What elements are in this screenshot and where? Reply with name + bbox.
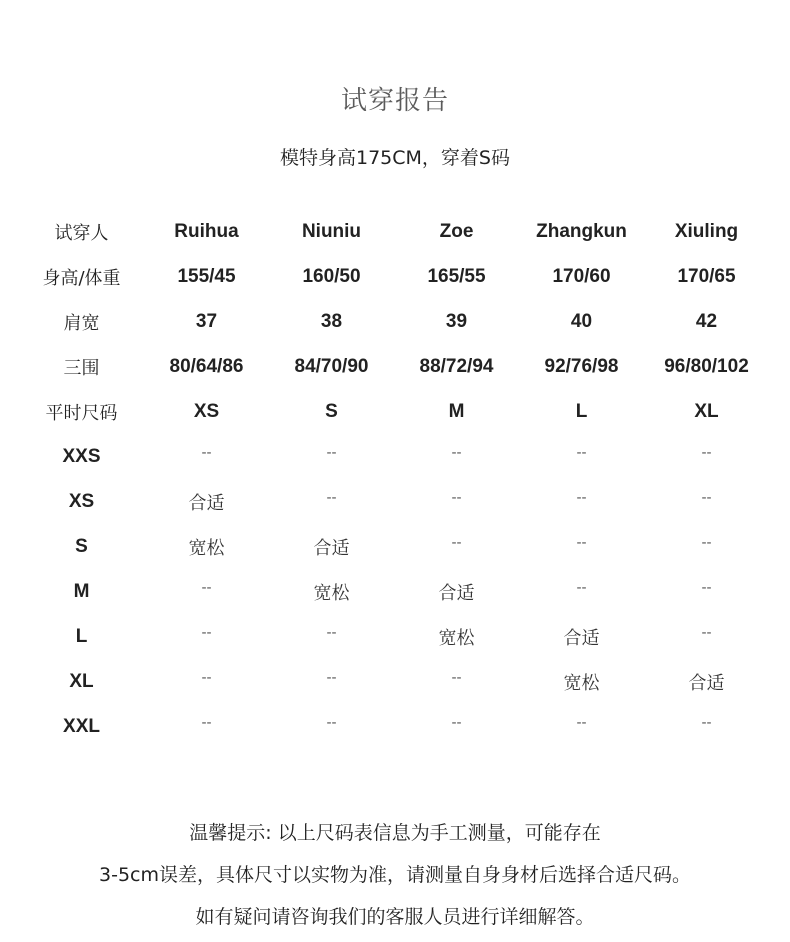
row-label: XXS bbox=[62, 445, 101, 467]
fit-cell: -- bbox=[576, 714, 587, 731]
row-label: 平时尺码 bbox=[45, 402, 118, 424]
header-label: 试穿人 bbox=[54, 222, 109, 244]
fit-cell: -- bbox=[451, 444, 462, 461]
page-title: 试穿报告 bbox=[340, 86, 449, 116]
measure-cell: 38 bbox=[320, 310, 343, 332]
fit-cell: -- bbox=[201, 444, 212, 461]
measure-cell: 96/80/102 bbox=[664, 355, 749, 377]
fit-cell: 合适 bbox=[438, 582, 475, 604]
fit-cell: -- bbox=[701, 444, 712, 461]
measure-cell: 39 bbox=[445, 310, 468, 332]
measure-cell: S bbox=[325, 400, 338, 422]
tester-name: Zhangkun bbox=[536, 220, 627, 242]
fit-cell: -- bbox=[701, 714, 712, 731]
measure-cell: 84/70/90 bbox=[294, 355, 369, 377]
fit-cell: 宽松 bbox=[313, 582, 350, 604]
measure-row bbox=[19, 389, 769, 434]
tester-name: Xiuling bbox=[674, 220, 739, 242]
fit-cell: -- bbox=[326, 489, 337, 506]
row-label: L bbox=[75, 625, 88, 647]
size-row bbox=[19, 569, 769, 614]
fit-cell: -- bbox=[576, 579, 587, 596]
fit-cell: -- bbox=[326, 624, 337, 641]
fit-cell: -- bbox=[701, 624, 712, 641]
fit-cell: -- bbox=[451, 489, 462, 506]
fit-cell: 合适 bbox=[688, 672, 725, 694]
measure-cell: M bbox=[448, 400, 465, 422]
measure-cell: 160/50 bbox=[302, 265, 361, 287]
fit-cell: 合适 bbox=[188, 492, 225, 514]
measure-cell: L bbox=[575, 400, 588, 422]
header-row bbox=[19, 209, 769, 254]
fit-cell: 宽松 bbox=[188, 537, 225, 559]
tester-name: Ruihua bbox=[174, 220, 239, 242]
fit-cell: -- bbox=[451, 669, 462, 686]
measure-cell: 40 bbox=[570, 310, 593, 332]
model-info: 模特身高175CM，穿着S码 bbox=[280, 147, 510, 169]
size-row bbox=[19, 614, 769, 659]
measure-rows bbox=[19, 254, 769, 434]
fit-cell: -- bbox=[451, 714, 462, 731]
tester-name: Zoe bbox=[439, 220, 474, 242]
size-row bbox=[19, 434, 769, 479]
fit-cell: -- bbox=[201, 624, 212, 641]
fit-cell: 宽松 bbox=[438, 627, 475, 649]
tester-name: Niuniu bbox=[301, 220, 362, 242]
row-label: XL bbox=[69, 670, 94, 692]
measure-cell: 165/55 bbox=[427, 265, 486, 287]
fit-cell: -- bbox=[701, 489, 712, 506]
fit-cell: -- bbox=[201, 669, 212, 686]
fit-cell: -- bbox=[576, 444, 587, 461]
measure-cell: 42 bbox=[695, 310, 718, 332]
row-label: XS bbox=[68, 490, 95, 512]
measure-cell: 88/72/94 bbox=[419, 355, 494, 377]
measure-cell: 170/60 bbox=[552, 265, 611, 287]
row-label: 肩宽 bbox=[63, 312, 100, 334]
measure-row bbox=[19, 299, 769, 344]
fit-cell: -- bbox=[201, 714, 212, 731]
fit-cell: -- bbox=[701, 534, 712, 551]
fit-cell: -- bbox=[701, 579, 712, 596]
fit-cell: 宽松 bbox=[563, 672, 600, 694]
fit-cell: -- bbox=[201, 579, 212, 596]
row-label: XXL bbox=[63, 715, 100, 737]
size-rows bbox=[19, 434, 769, 749]
note-line: 3-5cm误差，具体尺寸以实物为准，请测量自身身材后选择合适尺码。 bbox=[99, 864, 691, 886]
size-row bbox=[19, 659, 769, 704]
measure-cell: 92/76/98 bbox=[544, 355, 619, 377]
measure-cell: 80/64/86 bbox=[169, 355, 244, 377]
size-row bbox=[19, 524, 769, 569]
row-label: S bbox=[75, 535, 88, 557]
row-label: M bbox=[73, 580, 90, 602]
fit-report-table bbox=[19, 209, 769, 749]
fit-cell: 合适 bbox=[313, 537, 350, 559]
fit-cell: 合适 bbox=[563, 627, 600, 649]
row-label: 身高/体重 bbox=[42, 267, 121, 289]
measure-cell: XS bbox=[193, 400, 220, 422]
fit-cell: -- bbox=[576, 489, 587, 506]
measure-row bbox=[19, 254, 769, 299]
measure-cell: XL bbox=[694, 400, 719, 422]
fit-cell: -- bbox=[326, 714, 337, 731]
size-row bbox=[19, 704, 769, 749]
fit-cell: -- bbox=[326, 669, 337, 686]
fit-cell: -- bbox=[576, 534, 587, 551]
note-line: 如有疑问请咨询我们的客服人员进行详细解答。 bbox=[195, 906, 595, 928]
measure-cell: 37 bbox=[195, 310, 218, 332]
measure-cell: 155/45 bbox=[177, 265, 236, 287]
measure-row bbox=[19, 344, 769, 389]
notes bbox=[0, 816, 790, 942]
measure-cell: 170/65 bbox=[677, 265, 736, 287]
note-line: 温馨提示: 以上尺码表信息为手工测量，可能存在 bbox=[189, 822, 601, 844]
row-label: 三围 bbox=[63, 357, 100, 379]
fit-cell: -- bbox=[326, 444, 337, 461]
fit-cell: -- bbox=[451, 534, 462, 551]
size-row bbox=[19, 479, 769, 524]
